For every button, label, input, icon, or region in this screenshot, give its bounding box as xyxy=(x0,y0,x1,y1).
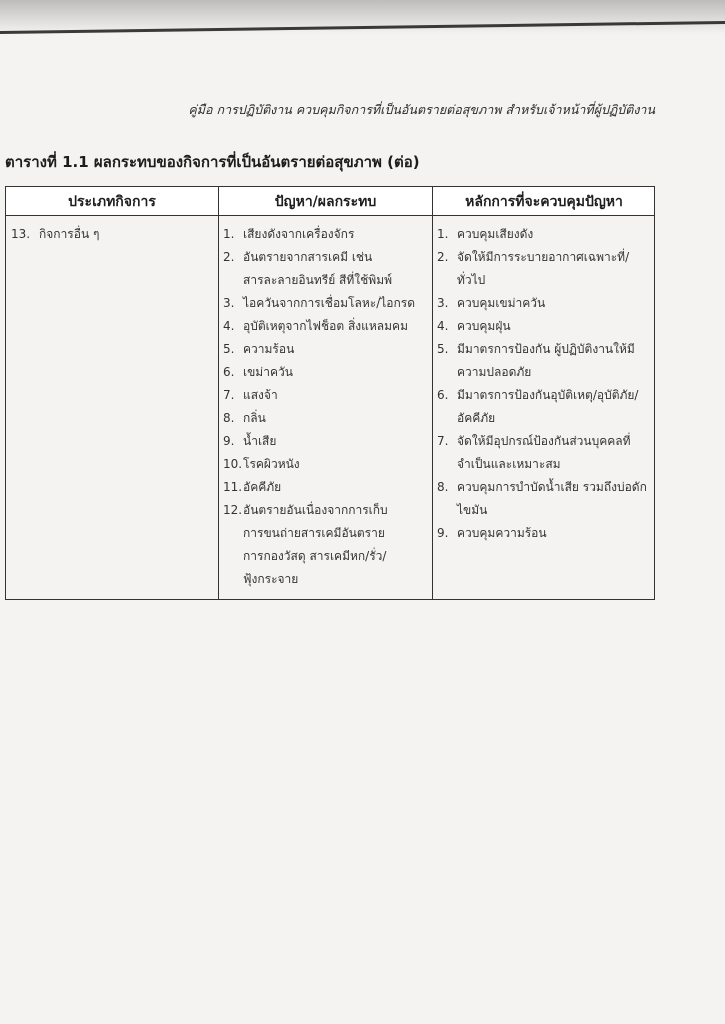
list-item-line: ควบคุมความร้อน xyxy=(457,526,547,540)
list-item-line: แสงจ้า xyxy=(243,388,278,402)
list-item-text xyxy=(243,476,428,499)
problem-item xyxy=(223,476,428,499)
list-item-text xyxy=(457,315,651,338)
problem-item xyxy=(223,315,428,338)
list-item-number: 9. xyxy=(223,434,235,448)
list-item-line: การขนถ่ายสารเคมีอันตราย xyxy=(243,526,385,540)
control-item xyxy=(437,522,651,545)
problems-list xyxy=(223,223,428,591)
control-principles-list xyxy=(437,223,651,545)
table-caption: ตารางที่ 1.1 ผลกระทบของกิจการที่เป็นอันตรายต่อสุขภาพ (ต่อ) xyxy=(5,153,420,171)
list-item-line: น้ำเสีย xyxy=(243,434,277,448)
list-item-number: 4. xyxy=(437,319,449,333)
list-item-line: มีมาตรการป้องกัน ผู้ปฏิบัติงานให้มี xyxy=(457,342,635,356)
list-item-text xyxy=(243,430,428,453)
business-type-cell xyxy=(11,223,99,246)
list-item-number: 3. xyxy=(437,296,449,310)
list-item-line: เสียงดังจากเครื่องจักร xyxy=(243,227,355,241)
list-item-text xyxy=(243,361,428,384)
list-item-line: ความร้อน xyxy=(243,342,295,356)
list-item-line: ควบคุมการบำบัดน้ำเสีย รวมถึงบ่อดัก xyxy=(457,480,647,494)
list-item-line: สารละลายอินทรีย์ สีที่ใช้พิมพ์ xyxy=(243,273,393,287)
running-header: คู่มือ การปฏิบัติงาน ควบคุมกิจการที่เป็นอันตรายต่อสุขภาพ สำหรับเจ้าหน้าที่ผู้ปฏิบัติงาน xyxy=(188,102,655,117)
list-item-line: อุบัติเหตุจากไฟช็อต สิ่งแหลมคม xyxy=(243,319,408,333)
list-item-text xyxy=(243,223,428,246)
list-item-text xyxy=(243,246,428,292)
list-item-line: ควบคุมเสียงดัง xyxy=(457,227,534,241)
problem-item xyxy=(223,338,428,361)
header-control-principles: หลักการที่จะควบคุมปัญหา xyxy=(465,194,623,210)
list-item-number: 6. xyxy=(223,365,235,379)
list-item-number: 11. xyxy=(223,480,243,494)
list-item-number: 5. xyxy=(437,342,449,356)
control-item xyxy=(437,246,651,292)
list-item-text xyxy=(243,292,428,315)
control-item xyxy=(437,430,651,476)
list-item-number: 2. xyxy=(223,250,235,264)
list-item-line: กลิ่น xyxy=(243,411,266,425)
list-item-line: ควบคุมเขม่าควัน xyxy=(457,296,546,310)
list-item-line: ควบคุมฝุ่น xyxy=(457,319,511,333)
list-item-text xyxy=(457,430,651,476)
list-item-number: 2. xyxy=(437,250,449,264)
header-problems: ปัญหา/ผลกระทบ xyxy=(274,194,377,210)
list-item-text xyxy=(243,384,428,407)
list-item-text xyxy=(243,407,428,430)
problem-item xyxy=(223,246,428,292)
problem-item xyxy=(223,292,428,315)
business-type-label: กิจการอื่น ๆ xyxy=(39,227,100,241)
problem-item xyxy=(223,384,428,407)
list-item-line: อัคคีภัย xyxy=(243,480,282,494)
list-item-text xyxy=(243,499,428,591)
list-item-line: อัคคีภัย xyxy=(457,411,496,425)
control-item xyxy=(437,315,651,338)
column-divider-1 xyxy=(218,187,219,599)
problem-item xyxy=(223,499,428,591)
list-item-line: ไขมัน xyxy=(457,503,488,517)
list-item-line: เขม่าควัน xyxy=(243,365,293,379)
header-divider xyxy=(6,215,654,216)
list-item-line: ทั่วไป xyxy=(457,273,486,287)
list-item-line: ไอควันจากการเชื่อมโลหะ/ไอกรด xyxy=(243,296,416,310)
problem-item xyxy=(223,407,428,430)
list-item-line: ความปลอดภัย xyxy=(457,365,532,379)
list-item-line: จัดให้มีการระบายอากาศเฉพาะที่/ xyxy=(457,250,630,264)
control-item xyxy=(437,338,651,384)
list-item-number: 6. xyxy=(437,388,449,402)
list-item-number: 5. xyxy=(223,342,235,356)
list-item-text xyxy=(457,246,651,292)
list-item-line: ฟุ้งกระจาย xyxy=(243,572,299,586)
list-item-number: 8. xyxy=(223,411,235,425)
control-item xyxy=(437,384,651,430)
list-item-number: 7. xyxy=(223,388,235,402)
list-item-number: 9. xyxy=(437,526,449,540)
list-item-text xyxy=(457,384,651,430)
problem-item xyxy=(223,453,428,476)
list-item-text xyxy=(457,223,651,246)
list-item-number: 7. xyxy=(437,434,449,448)
control-item xyxy=(437,476,651,522)
list-item-text xyxy=(243,453,428,476)
list-item-line: มีมาตรการป้องกันอุบัติเหตุ/อุบัติภัย/ xyxy=(457,388,639,402)
list-item-number: 1. xyxy=(437,227,449,241)
list-item-number: 8. xyxy=(437,480,449,494)
list-item-number: 1. xyxy=(223,227,235,241)
list-item-text xyxy=(457,522,651,545)
list-item-text xyxy=(243,315,428,338)
health-impact-table xyxy=(5,186,655,600)
column-divider-2 xyxy=(432,187,433,599)
list-item-line: อันตรายจากสารเคมี เช่น xyxy=(243,250,373,264)
control-item xyxy=(437,223,651,246)
list-item-number: 12. xyxy=(223,503,243,517)
list-item-line: อันตรายอันเนื่องจากการเก็บ xyxy=(243,503,388,517)
list-item-line: จัดให้มีอุปกรณ์ป้องกันส่วนบุคคลที่ xyxy=(457,434,631,448)
list-item-text xyxy=(457,338,651,384)
header-business-type: ประเภทกิจการ xyxy=(68,194,156,210)
problem-item xyxy=(223,361,428,384)
list-item-line: การกองวัสดุ สารเคมีหก/รั่ว/ xyxy=(243,549,387,563)
list-item-line: จำเป็นและเหมาะสม xyxy=(457,457,561,471)
control-item xyxy=(437,292,651,315)
list-item-number: 4. xyxy=(223,319,235,333)
list-item-text xyxy=(457,292,651,315)
list-item-number: 3. xyxy=(223,296,235,310)
list-item-line: โรคผิวหนัง xyxy=(243,457,300,471)
problem-item xyxy=(223,430,428,453)
business-type-number: 13. xyxy=(11,227,31,241)
problem-item xyxy=(223,223,428,246)
list-item-number: 10. xyxy=(223,457,243,471)
list-item-text xyxy=(457,476,651,522)
list-item-text xyxy=(243,338,428,361)
